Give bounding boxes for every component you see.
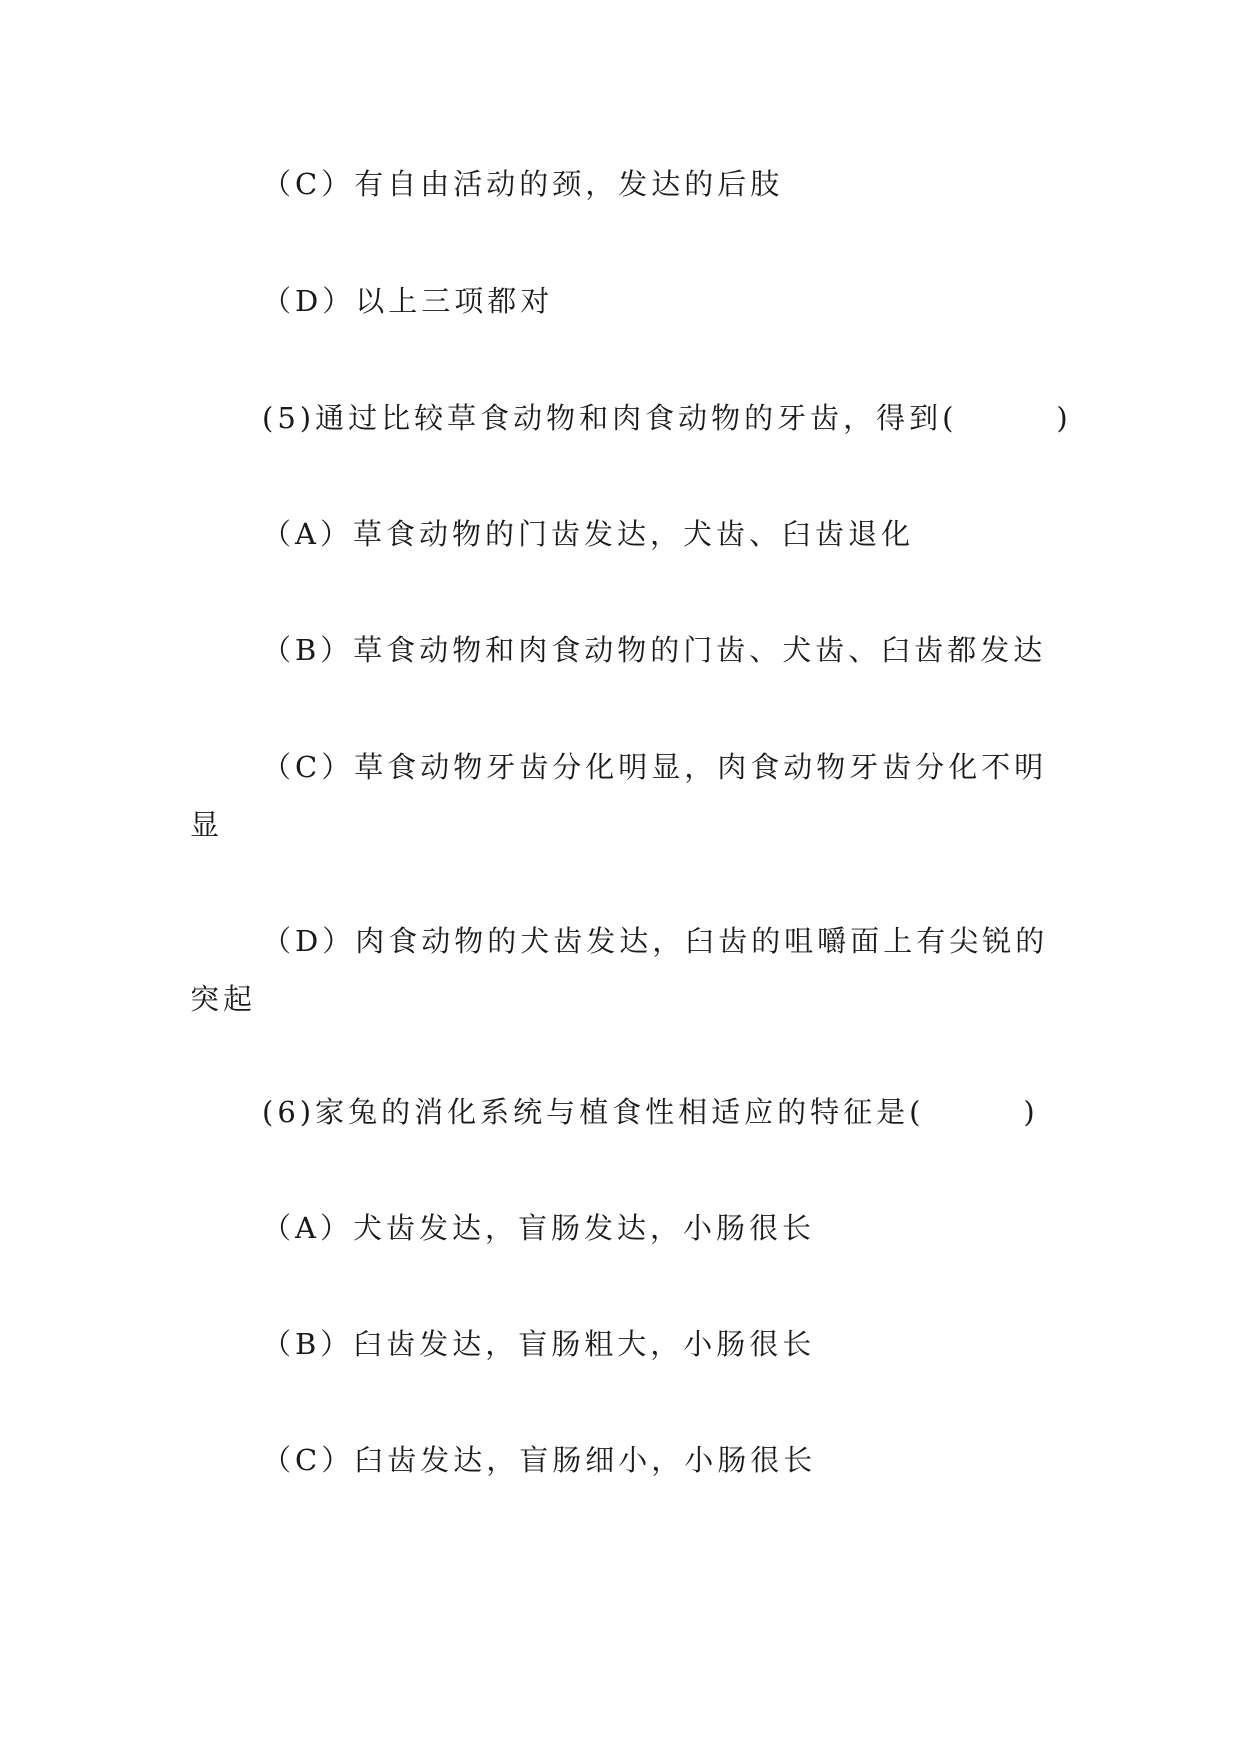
question-6-stem: (6)家兔的消化系统与植食性相适应的特征是( ) bbox=[262, 1095, 1039, 1129]
option-b-q6: （B）臼齿发达，盲肠粗大，小肠很长 bbox=[262, 1327, 816, 1361]
option-a-q6: （A）犬齿发达，盲肠发达，小肠很长 bbox=[262, 1211, 815, 1245]
option-a-q5: （A）草食动物的门齿发达，犬齿、臼齿退化 bbox=[262, 517, 914, 551]
option-c-q5: （C）草食动物牙齿分化明显，肉食动物牙齿分化不明显 bbox=[190, 750, 1048, 842]
question-5-stem: (5)通过比较草食动物和肉食动物的牙齿，得到( ) bbox=[262, 401, 1072, 435]
option-c-q4: （C）有自由活动的颈，发达的后肢 bbox=[262, 167, 784, 201]
option-d-q4: （D）以上三项都对 bbox=[262, 284, 554, 318]
option-d-q5: （D）肉食动物的犬齿发达，臼齿的咀嚼面上有尖锐的突起 bbox=[190, 924, 1049, 1016]
option-c-q6: （C）臼齿发达，盲肠细小，小肠很长 bbox=[262, 1443, 817, 1477]
option-b-q5: （B）草食动物和肉食动物的门齿、犬齿、臼齿都发达 bbox=[262, 633, 1047, 667]
